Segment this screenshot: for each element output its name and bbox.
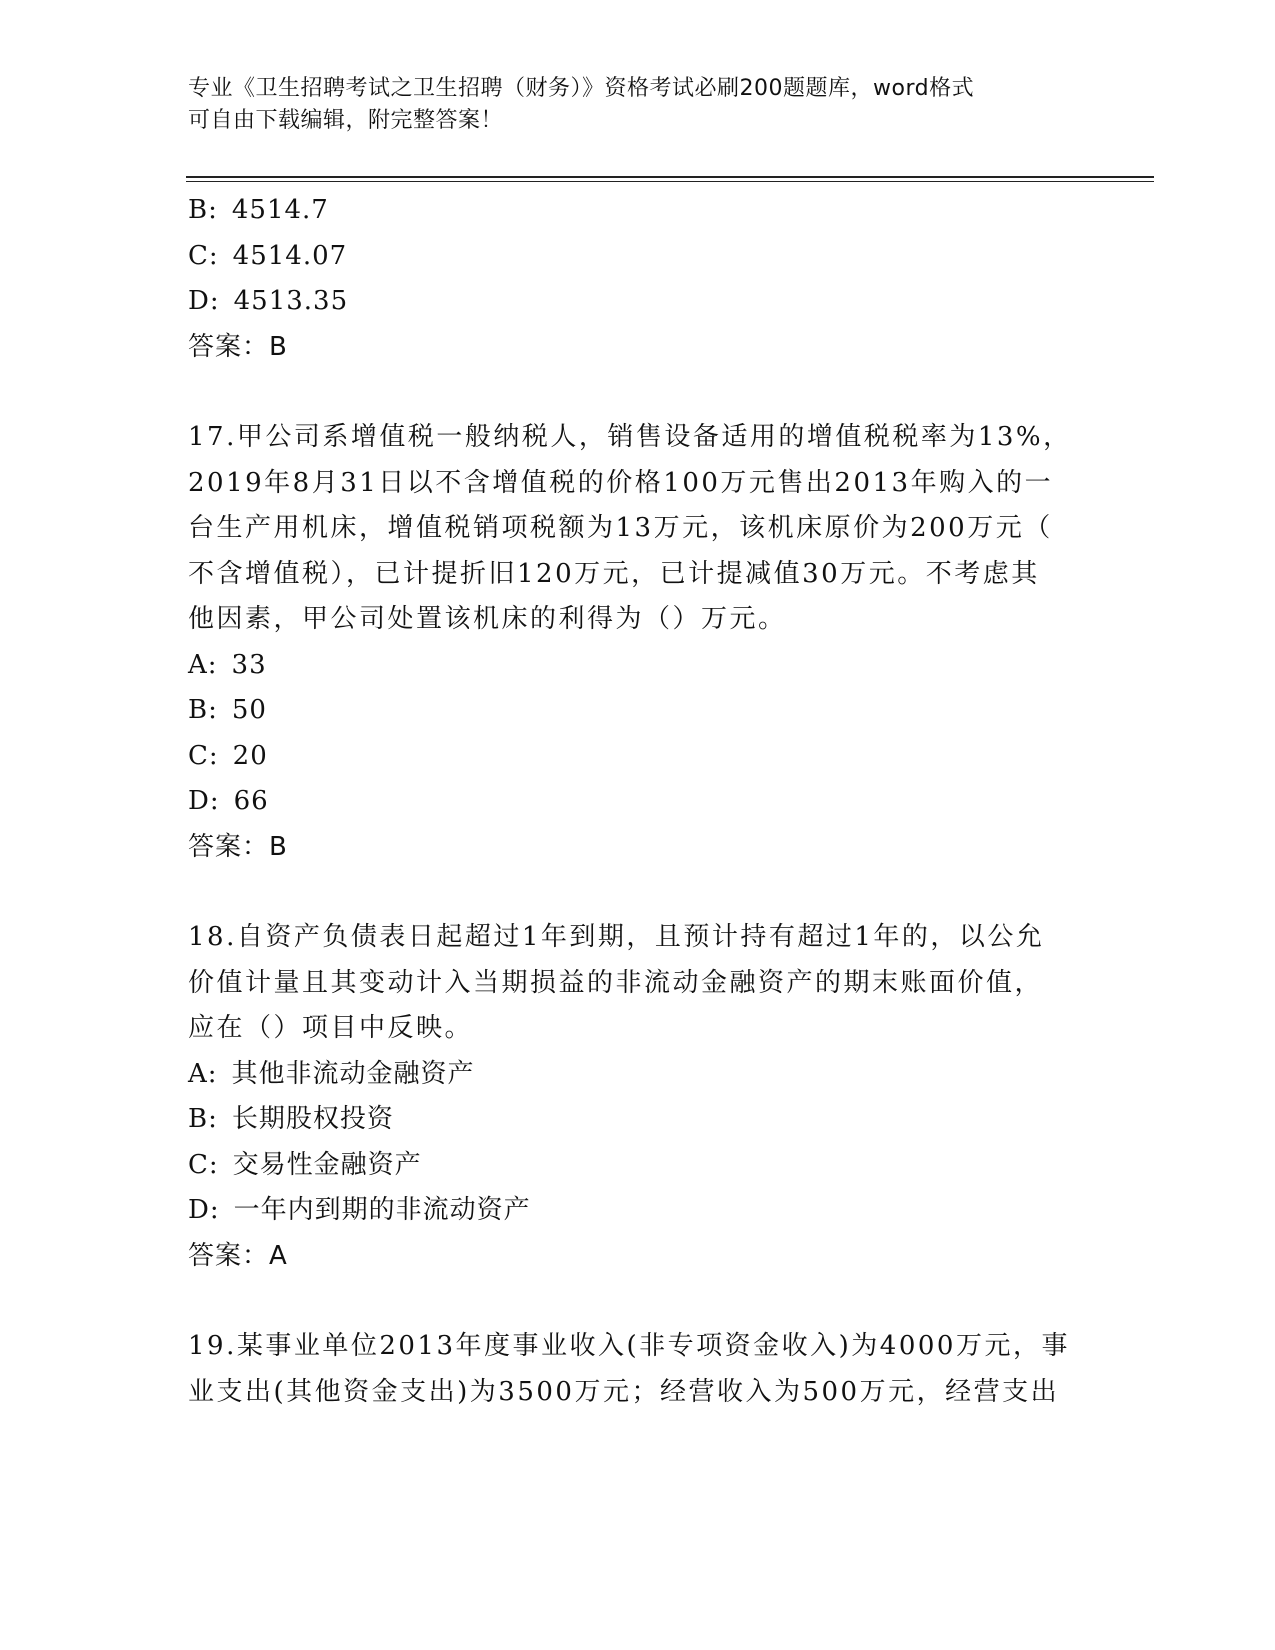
option-d xyxy=(188,1188,1068,1234)
option-text: 4513.35 xyxy=(233,286,349,316)
header-title-line-1: 专业《卫生招聘考试之卫生招聘（财务）》资格考试必刷200题题库，word格式 xyxy=(188,76,975,101)
question-16 xyxy=(188,188,1068,370)
option-text: 33 xyxy=(231,649,267,680)
question-stem-line: 不含增值税），已计提折旧120万元，已计提减值30万元。不考虑其 xyxy=(188,558,1040,589)
option-b xyxy=(188,188,1068,234)
question-17 xyxy=(188,415,1072,870)
answer-line: 答案：B xyxy=(188,831,288,862)
option-letter: C: xyxy=(188,1149,219,1180)
option-c xyxy=(188,1143,1068,1189)
option-text: 其他非流动金融资产 xyxy=(231,1058,475,1089)
question-19 xyxy=(188,1324,1068,1415)
header-divider xyxy=(186,176,1154,182)
option-c xyxy=(188,234,1068,280)
question-stem-line: 价值计量且其变动计入当期损益的非流动金融资产的期末账面价值， xyxy=(188,967,1044,998)
option-c xyxy=(188,734,1068,780)
question-18 xyxy=(188,915,1068,1279)
option-a xyxy=(188,643,1068,689)
option-letter: D: xyxy=(188,1195,220,1225)
spacer xyxy=(188,870,1068,915)
option-letter: B: xyxy=(188,695,218,725)
answer-line: 答案：A xyxy=(188,1240,288,1271)
option-letter: C: xyxy=(188,240,219,271)
question-stem-line: 业支出(其他资金支出)为3500万元；经营收入为500万元，经营支出 xyxy=(188,1376,1060,1407)
question-stem-line: 18.自资产负债表日起超过1年到期，且预计持有超过1年的，以公允 xyxy=(188,922,1045,952)
answer-line: 答案：B xyxy=(188,331,288,362)
option-b xyxy=(188,1097,1068,1143)
spacer xyxy=(188,1279,1068,1324)
option-letter: D: xyxy=(188,786,220,816)
option-letter: D: xyxy=(188,286,220,316)
option-letter: B: xyxy=(188,195,218,225)
spacer xyxy=(188,370,1068,415)
option-b xyxy=(188,688,1068,734)
question-stem-line: 2019年8月31日以不含增值税的价格100万元售出2013年购入的一 xyxy=(188,467,1054,498)
option-d xyxy=(188,779,1068,825)
option-text: 4514.7 xyxy=(231,195,329,225)
question-stem-line: 17.甲公司系增值税一般纳税人，销售设备适用的增值税税率为13%， xyxy=(188,422,1072,452)
document-body xyxy=(188,188,1072,1415)
option-d xyxy=(188,279,1068,325)
question-stem-line: 应在（）项目中反映。 xyxy=(188,1013,474,1043)
option-letter: A: xyxy=(188,649,218,680)
question-stem-line: 台生产用机床，增值税销项税额为13万元，该机床原价为200万元（ xyxy=(188,513,1053,543)
option-text: 20 xyxy=(232,740,268,771)
option-a xyxy=(188,1052,1068,1098)
option-text: 交易性金融资产 xyxy=(232,1149,422,1180)
option-text: 一年内到期的非流动资产 xyxy=(233,1195,531,1225)
option-letter: C: xyxy=(188,740,219,771)
question-stem-line: 19.某事业单位2013年度事业收入(非专项资金收入)为4000万元，事 xyxy=(188,1331,1070,1361)
header-title-line-2: 可自由下载编辑，附完整答案！ xyxy=(188,108,504,133)
page-header xyxy=(188,73,1068,137)
option-text: 66 xyxy=(233,786,269,816)
option-text: 50 xyxy=(231,695,267,725)
option-text: 4514.07 xyxy=(232,240,348,271)
option-letter: A: xyxy=(188,1058,218,1089)
option-text: 长期股权投资 xyxy=(231,1104,394,1134)
question-stem-line: 他因素，甲公司处置该机床的利得为（）万元。 xyxy=(188,604,787,634)
option-letter: B: xyxy=(188,1104,218,1134)
